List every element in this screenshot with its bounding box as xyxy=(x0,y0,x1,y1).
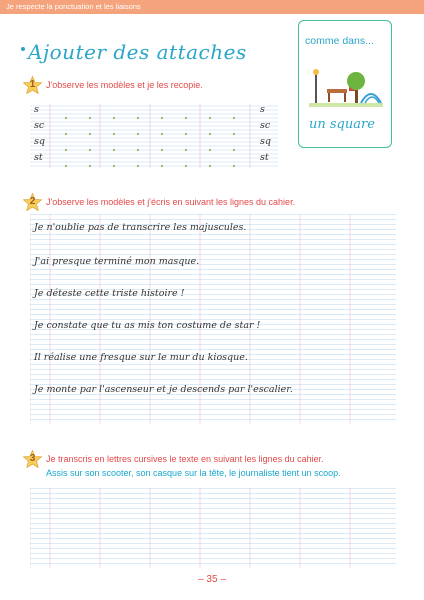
model-sentence: Je n'oublie pas de transcrire les majuscules. xyxy=(34,222,247,233)
exercise-3-instruction: Je transcris en lettres cursives le texte en suivant les lignes du cahier. xyxy=(46,454,324,464)
model-sentence: Il réalise une fresque sur le mur du kiosque. xyxy=(34,352,248,363)
top-banner xyxy=(0,0,424,14)
model-right: sc xyxy=(260,120,271,131)
model-right: s xyxy=(260,104,265,115)
exercise-1-writing-lines xyxy=(30,104,278,168)
model-left: st xyxy=(34,152,43,163)
page-number: – 35 – xyxy=(198,574,226,585)
banner-text: Je respecte la ponctuation et les liaisons xyxy=(6,2,141,11)
exercise-3-star-icon: 3 xyxy=(23,450,42,468)
exercise-1-instruction: J'observe les modèles et je les recopie. xyxy=(46,80,203,90)
title-decoration xyxy=(20,39,26,45)
exercise-1-star-icon: 1 xyxy=(23,76,42,94)
model-left: s xyxy=(34,104,39,115)
model-sentence: Je constate que tu as mis ton costume de star ! xyxy=(34,320,261,331)
model-sentence: Je monte par l'ascenseur et je descends par l'escalier. xyxy=(34,384,293,395)
exercise-2-star-icon: 2 xyxy=(23,193,42,211)
square-illustration xyxy=(309,65,383,109)
model-sentence: J'ai presque terminé mon masque. xyxy=(34,256,200,267)
model-left: sc xyxy=(34,120,45,131)
example-card xyxy=(298,20,392,148)
model-right: st xyxy=(260,152,269,163)
model-right: sq xyxy=(260,136,271,147)
exercise-3-text: Assis sur son scooter, son casque sur la tête, le journaliste tient un scoop. xyxy=(46,468,341,478)
page-title: Ajouter des attaches xyxy=(28,40,247,64)
exercise-2-instruction: J'observe les modèles et j'écris en suivant les lignes du cahier. xyxy=(46,197,296,207)
card-top-text: comme dans... xyxy=(305,35,374,47)
model-sentence: Je déteste cette triste histoire ! xyxy=(34,288,185,299)
exercise-3-writing-lines xyxy=(30,488,396,568)
model-left: sq xyxy=(34,136,45,147)
card-bottom-text: un square xyxy=(309,117,375,132)
